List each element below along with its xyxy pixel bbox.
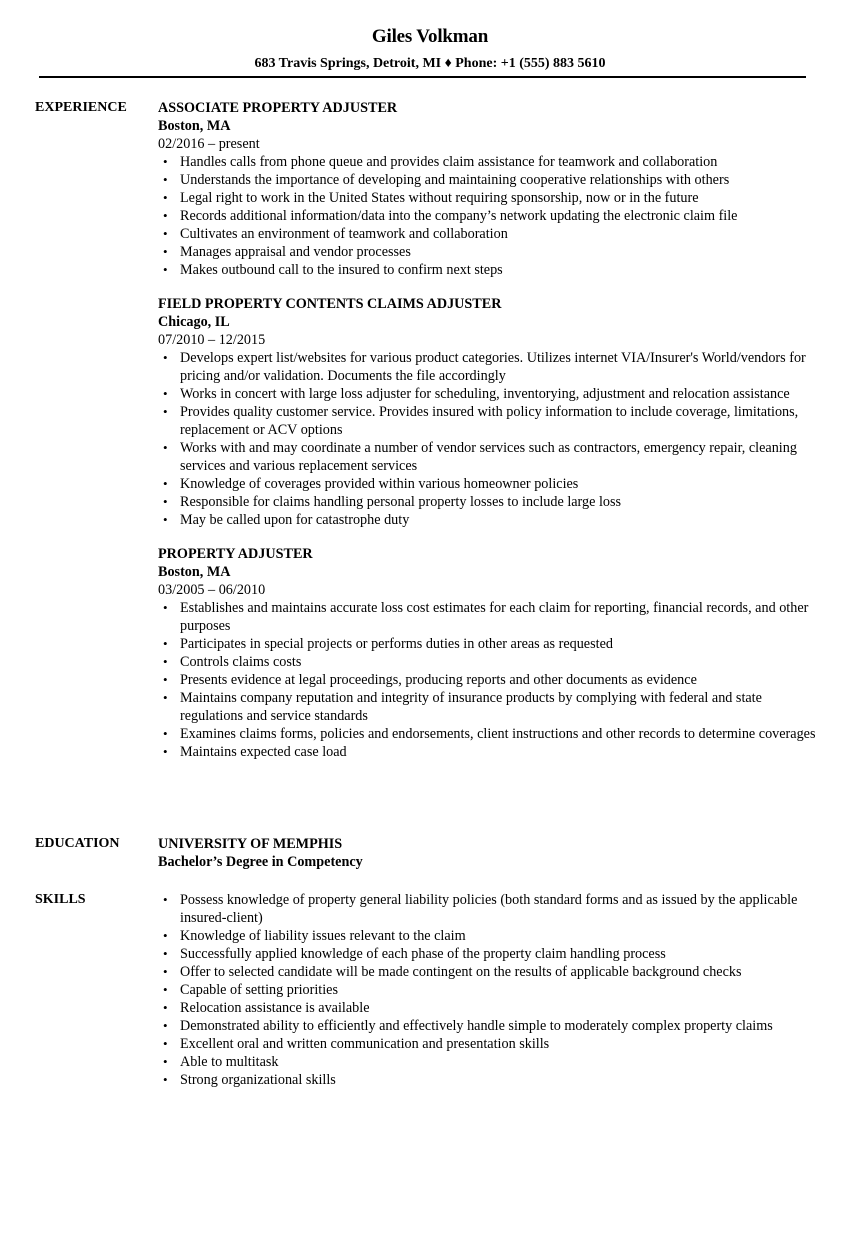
bullet-item: • Examines claims forms, policies and endorsements, client instructions and other records to determine coverages: [158, 725, 818, 743]
bullet-item: • Develops expert list/websites for various product categories. Utilizes internet VIA/Insurer's World/vendors for pricing and/or validation. Documents the file accordingly: [158, 349, 818, 385]
bullet-item: • Participates in special projects or performs duties in other areas as requested: [158, 635, 818, 653]
bullet-item: • Maintains company reputation and integrity of insurance products by complying with federal and state regulations and service standards: [158, 689, 818, 725]
section-label-education: EDUCATION: [35, 836, 120, 851]
skill-item: • Capable of setting priorities: [158, 981, 818, 999]
skill-item: • Able to multitask: [158, 1053, 818, 1071]
bullet-item: • Manages appraisal and vendor processes: [158, 243, 818, 261]
section-label-experience: EXPERIENCE: [35, 100, 127, 115]
skill-item: • Possess knowledge of property general liability policies (both standard forms and as issued by the applicable insured-client): [158, 891, 818, 927]
bullet-item: • Establishes and maintains accurate loss cost estimates for each claim for reporting, financial records, and other purposes: [158, 599, 818, 635]
job-entry: [158, 295, 818, 529]
bullet-item: • Records additional information/data into the company’s network updating the electronic claim file: [158, 207, 818, 225]
job-title: FIELD PROPERTY CONTENTS CLAIMS ADJUSTER: [158, 296, 502, 312]
bullet-item: • Works with and may coordinate a number of vendor services such as contractors, emergency repair, cleaning services and various replacement services: [158, 439, 818, 475]
job-entry: [158, 545, 818, 761]
skills-list: [158, 891, 818, 1089]
bullet-item: • Responsible for claims handling personal property losses to include large loss: [158, 493, 818, 511]
contact-line: 683 Travis Springs, Detroit, MI ♦ Phone: +1 (555) 883 5610: [254, 56, 606, 71]
job-dates: 03/2005 – 06/2010: [158, 582, 266, 598]
job-location: Chicago, IL: [158, 314, 230, 330]
bullet-item: • Works in concert with large loss adjuster for scheduling, inventorying, adjustment and relocation assistance: [158, 385, 818, 403]
resume-header: [0, 25, 860, 73]
job-entry: [158, 99, 818, 279]
bullet-item: • Presents evidence at legal proceedings, producing reports and other documents as evidence: [158, 671, 818, 689]
bullet-item: • Cultivates an environment of teamwork and collaboration: [158, 225, 818, 243]
bullet-item: • Handles calls from phone queue and provides claim assistance for teamwork and collaboration: [158, 153, 818, 171]
job-dates: 02/2016 – present: [158, 136, 260, 152]
skill-item: • Excellent oral and written communication and presentation skills: [158, 1035, 818, 1053]
job-bullets: [158, 599, 818, 761]
skill-item: • Knowledge of liability issues relevant to the claim: [158, 927, 818, 945]
skill-item: • Demonstrated ability to efficiently and effectively handle simple to moderately complex property claims: [158, 1017, 818, 1035]
job-location: Boston, MA: [158, 118, 231, 134]
bullet-item: • Provides quality customer service. Provides insured with policy information to include coverage, limitations, replacement or ACV options: [158, 403, 818, 439]
skill-item: • Offer to selected candidate will be made contingent on the results of applicable background checks: [158, 963, 818, 981]
job-bullets: [158, 153, 818, 279]
job-location: Boston, MA: [158, 564, 231, 580]
skill-item: • Successfully applied knowledge of each phase of the property claim handling process: [158, 945, 818, 963]
degree: Bachelor’s Degree in Competency: [158, 854, 363, 870]
bullet-item: • May be called upon for catastrophe duty: [158, 511, 818, 529]
job-title: ASSOCIATE PROPERTY ADJUSTER: [158, 100, 398, 116]
bullet-item: • Legal right to work in the United States without requiring sponsorship, now or in the future: [158, 189, 818, 207]
section-label-skills: SKILLS: [35, 892, 86, 907]
job-title: PROPERTY ADJUSTER: [158, 546, 313, 562]
experience-body: [158, 99, 818, 777]
school-name: UNIVERSITY OF MEMPHIS: [158, 836, 343, 852]
candidate-name: Giles Volkman: [371, 26, 489, 47]
header-divider: [39, 76, 806, 78]
skill-item: • Relocation assistance is available: [158, 999, 818, 1017]
job-bullets: [158, 349, 818, 529]
bullet-item: • Maintains expected case load: [158, 743, 818, 761]
job-dates: 07/2010 – 12/2015: [158, 332, 266, 348]
bullet-item: • Controls claims costs: [158, 653, 818, 671]
bullet-item: • Understands the importance of developing and maintaining cooperative relationships with others: [158, 171, 818, 189]
skill-item: • Strong organizational skills: [158, 1071, 818, 1089]
bullet-item: • Knowledge of coverages provided within various homeowner policies: [158, 475, 818, 493]
education-body: [158, 835, 818, 871]
skills-body: [158, 891, 818, 1089]
bullet-item: • Makes outbound call to the insured to confirm next steps: [158, 261, 818, 279]
